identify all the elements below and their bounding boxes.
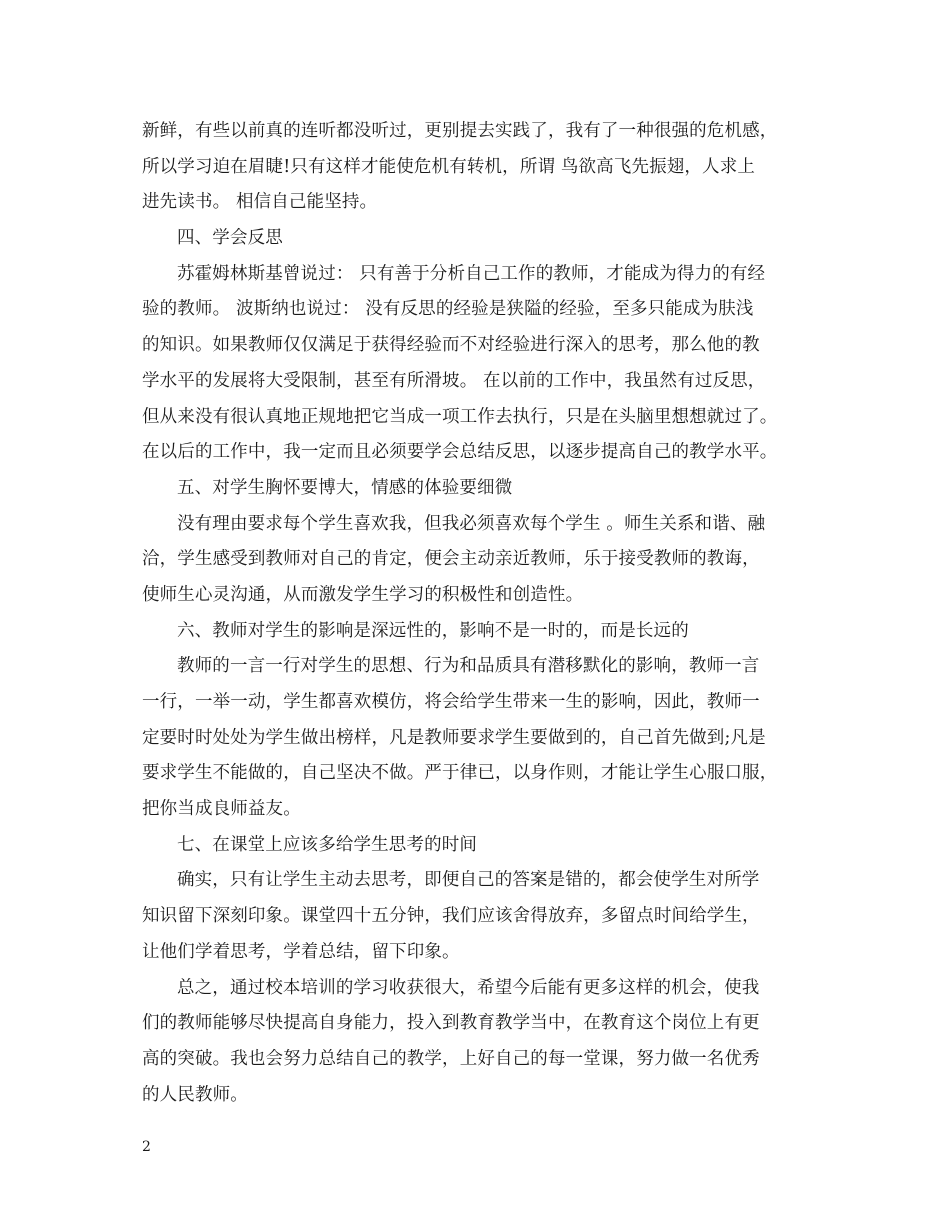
- text-line: 的知识。如果教师仅仅满足于获得经验而不对经验进行深入的思考，那么他的教: [142, 335, 760, 356]
- section-heading: 七、在课堂上应该多给学生思考的时间: [177, 834, 478, 855]
- text-line: 教师的一言一行对学生的思想、行为和品质具有潜移默化的影响，教师一言: [177, 656, 760, 677]
- text-line: 总之，通过校本培训的学习收获很大，希望今后能有更多这样的机会，使我: [177, 977, 760, 998]
- body-text: [142, 114, 814, 1113]
- page-number: 2: [142, 1139, 151, 1155]
- section-heading: 五、对学生胸怀要博大，情感的体验要细微: [177, 477, 513, 498]
- text-line: 定要时时处处为学生做出榜样，凡是教师要求学生要做到的，自己首先做到;凡是: [142, 727, 766, 748]
- text-line: 们的教师能够尽快提高自身能力，投入到教育教学当中，在教育这个岗位上有更: [142, 1013, 760, 1034]
- text-line: 一行，一举一动，学生都喜欢模仿，将会给学生带来一生的影响，因此，教师一: [142, 692, 760, 712]
- text-line: 使师生心灵沟通，从而激发学生学习的积极性和创造性。: [142, 584, 584, 605]
- text-line: 高的突破。我也会努力总结自己的教学，上好自己的每一堂课，努力做一名优秀: [142, 1048, 760, 1069]
- text-line: 确实，只有让学生主动去思考，即便自己的答案是错的，都会使学生对所学: [177, 870, 760, 891]
- text-line: 让他们学着思考，学着总结，留下印象。: [142, 941, 460, 962]
- text-line: 所以学习迫在眉睫!只有这样才能使危机有转机，所谓 鸟欲高飞先振翅，人求上: [142, 156, 755, 177]
- text-line: 验的教师。 波斯纳也说过： 没有反思的经验是狭隘的经验，至多只能成为肤浅: [142, 299, 754, 320]
- text-line: 但从来没有很认真地正规地把它当成一项工作去执行，只是在头脑里想想就过了。: [142, 406, 778, 427]
- section-heading: 六、教师对学生的影响是深远性的，影响不是一时的，而是长远的: [177, 620, 689, 641]
- section-heading: 四、学会反思: [177, 228, 283, 249]
- text-line: 苏霍姆林斯基曾说过： 只有善于分析自己工作的教师，才能成为得力的有经: [177, 263, 766, 284]
- text-line: 新鲜，有些以前真的连听都没听过，更别提去实践了，我有了一种很强的危机感，: [142, 121, 778, 141]
- text-line: 要求学生不能做的，自己坚决不做。严于律已，以身作则，才能让学生心服口服，: [142, 763, 778, 784]
- text-line: 进先读书。 相信自己能坚持。: [142, 192, 378, 213]
- text-line: 洽，学生感受到教师对自己的肯定，便会主动亲近教师，乐于接受教师的教诲，: [142, 549, 760, 570]
- text-line: 把你当成良师益友。: [142, 799, 301, 820]
- text-line: 的人民教师。: [142, 1084, 248, 1105]
- text-line: 在以后的工作中，我一定而且必须要学会总结反思，以逐步提高自己的教学水平。: [142, 442, 778, 463]
- text-line: 学水平的发展将大受限制，甚至有所滑坡。 在以前的工作中，我虽然有过反思，: [142, 370, 766, 391]
- text-line: 没有理由要求每个学生喜欢我，但我必须喜欢每个学生 。师生关系和谐、融: [177, 513, 766, 534]
- text-line: 知识留下深刻印象。课堂四十五分钟，我们应该舍得放弃，多留点时间给学生，: [142, 906, 760, 927]
